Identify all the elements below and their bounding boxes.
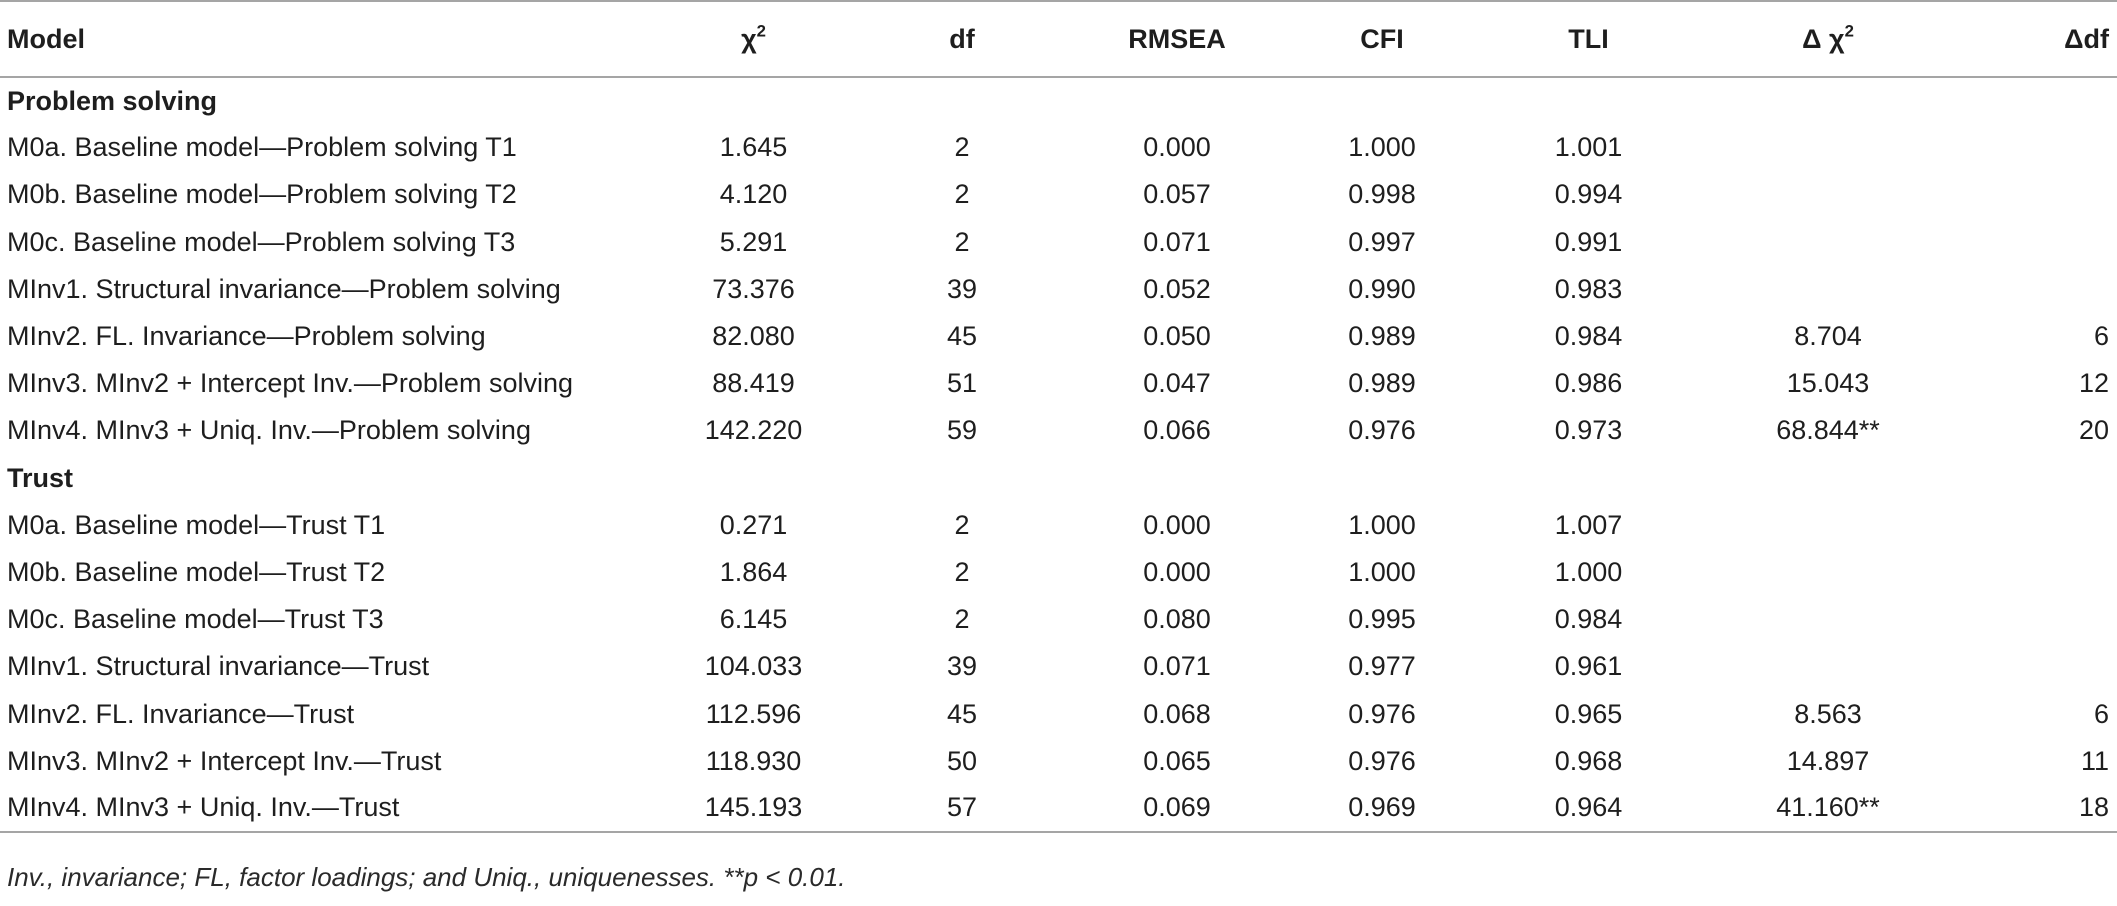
cell-tli: 0.968 xyxy=(1554,745,1623,776)
cell-model: MInv2. FL. Invariance—Trust xyxy=(7,698,355,729)
header-cfi: CFI xyxy=(1277,1,1487,77)
table-row xyxy=(0,360,2117,407)
cell-chi-square: 118.930 xyxy=(705,745,802,776)
cell-rmsea: 0.071 xyxy=(1143,226,1211,257)
cell-cfi: 1.000 xyxy=(1348,556,1416,587)
cell-cfi: 0.977 xyxy=(1348,651,1416,682)
cell-delta-chi-square xyxy=(1690,219,1966,266)
cell-df: 2 xyxy=(954,604,970,635)
cell-model: M0a. Baseline model—Trust T1 xyxy=(7,509,386,540)
cell-chi-square: 6.145 xyxy=(719,604,788,635)
cell-rmsea: 0.000 xyxy=(1143,132,1211,163)
cell-delta-df: 20 xyxy=(2078,415,2109,446)
cell-chi-square: 0.271 xyxy=(719,509,788,540)
header-tli: TLI xyxy=(1487,1,1690,77)
header-delta-df: Δdf xyxy=(1966,1,2117,77)
cell-chi-square: 112.596 xyxy=(705,698,802,729)
cell-df: 2 xyxy=(954,132,970,163)
cell-delta-df xyxy=(1966,171,2117,218)
table-row xyxy=(0,124,2117,171)
header-model: Model xyxy=(0,1,660,77)
cell-tli: 1.001 xyxy=(1554,132,1623,163)
cell-df: 2 xyxy=(954,509,970,540)
cell-rmsea: 0.047 xyxy=(1143,368,1211,399)
cell-model: MInv1. Structural invariance—Problem solving xyxy=(7,273,561,304)
cell-delta-chi-square: 68.844** xyxy=(1776,415,1880,446)
header-delta-chi-square xyxy=(1690,1,1966,77)
table-row xyxy=(0,502,2117,549)
cell-df: 45 xyxy=(946,698,978,729)
cell-cfi: 0.976 xyxy=(1348,698,1416,729)
cell-cfi: 0.998 xyxy=(1348,179,1416,210)
cell-delta-chi-square: 15.043 xyxy=(1786,368,1870,399)
cell-model: M0b. Baseline model—Problem solving T2 xyxy=(7,179,517,210)
cell-delta-chi-square xyxy=(1690,124,1966,171)
section-header-row xyxy=(0,77,2117,124)
cell-rmsea: 0.071 xyxy=(1143,651,1211,682)
cell-rmsea: 0.080 xyxy=(1143,604,1211,635)
cell-model: MInv1. Structural invariance—Trust xyxy=(7,651,430,682)
cell-rmsea: 0.068 xyxy=(1143,698,1211,729)
cell-delta-df xyxy=(1966,549,2117,596)
cell-rmsea: 0.050 xyxy=(1143,321,1211,352)
cell-df: 2 xyxy=(954,556,970,587)
cell-cfi: 0.989 xyxy=(1348,321,1416,352)
cell-tli: 0.973 xyxy=(1554,415,1623,446)
cell-df: 39 xyxy=(946,651,978,682)
cell-chi-square: 145.193 xyxy=(660,785,847,832)
cell-delta-df: 6 xyxy=(2093,698,2109,729)
cell-model: M0b. Baseline model—Trust T2 xyxy=(7,556,386,587)
cell-cfi: 1.000 xyxy=(1348,132,1416,163)
cell-delta-chi-square xyxy=(1690,502,1966,549)
cell-delta-df: 6 xyxy=(2093,321,2109,352)
cell-delta-df: 12 xyxy=(2078,368,2109,399)
cell-cfi: 0.969 xyxy=(1277,785,1487,832)
cell-delta-df xyxy=(1966,124,2117,171)
cell-delta-chi-square: 14.897 xyxy=(1786,745,1870,776)
table-row xyxy=(0,219,2117,266)
cell-delta-chi-square xyxy=(1690,266,1966,313)
cell-tli: 0.984 xyxy=(1554,604,1623,635)
cell-cfi: 0.990 xyxy=(1348,273,1416,304)
header-rmsea: RMSEA xyxy=(1077,1,1277,77)
table-footnote: Inv., invariance; FL, factor loadings; and Uniq., uniquenesses. **p < 0.01. xyxy=(7,862,846,892)
table-row xyxy=(0,785,2117,832)
cell-df: 2 xyxy=(954,226,970,257)
cell-model: M0c. Baseline model—Trust T3 xyxy=(7,604,384,635)
cell-df: 2 xyxy=(954,179,970,210)
cell-delta-df xyxy=(1966,502,2117,549)
cell-model: M0c. Baseline model—Problem solving T3 xyxy=(7,226,516,257)
cell-df: 59 xyxy=(946,415,978,446)
table-row xyxy=(0,313,2117,360)
cell-model: MInv2. FL. Invariance—Problem solving xyxy=(7,321,486,352)
cell-chi-square: 88.419 xyxy=(712,368,795,399)
header-row xyxy=(0,1,2117,77)
cell-chi-square: 5.291 xyxy=(719,226,788,257)
cell-cfi: 1.000 xyxy=(1348,509,1416,540)
cell-delta-chi-square xyxy=(1690,171,1966,218)
cell-rmsea: 0.052 xyxy=(1143,273,1211,304)
cell-tli: 0.986 xyxy=(1554,368,1623,399)
section-title: Problem solving xyxy=(7,85,218,116)
cell-cfi: 0.976 xyxy=(1348,745,1416,776)
cell-df: 51 xyxy=(946,368,978,399)
cell-rmsea: 0.066 xyxy=(1143,415,1211,446)
cell-tli: 0.961 xyxy=(1554,651,1623,682)
table-row xyxy=(0,171,2117,218)
cell-tli: 0.991 xyxy=(1554,226,1623,257)
cell-model: MInv4. MInv3 + Uniq. Inv.—Trust xyxy=(0,785,660,832)
cell-df: 57 xyxy=(847,785,1077,832)
header-chi-square-sup: 2 xyxy=(756,20,766,40)
table-row xyxy=(0,407,2117,454)
table-row xyxy=(0,690,2117,737)
cell-rmsea: 0.000 xyxy=(1143,556,1211,587)
table-row xyxy=(0,596,2117,643)
cell-rmsea: 0.069 xyxy=(1077,785,1277,832)
cell-delta-chi-square xyxy=(1690,596,1966,643)
header-delta-chi-square-sup: 2 xyxy=(1844,20,1854,40)
cell-chi-square: 104.033 xyxy=(704,651,803,682)
cell-tli: 0.965 xyxy=(1554,698,1623,729)
section-header-row xyxy=(0,455,2117,502)
cell-rmsea: 0.057 xyxy=(1143,179,1211,210)
cell-df: 50 xyxy=(946,745,978,776)
header-df: df xyxy=(847,1,1077,77)
cell-tli: 0.994 xyxy=(1554,179,1623,210)
table-body xyxy=(0,77,2117,832)
cell-cfi: 0.989 xyxy=(1348,368,1416,399)
cell-delta-df xyxy=(1966,266,2117,313)
header-chi-square xyxy=(660,1,847,77)
cell-delta-chi-square xyxy=(1690,643,1966,690)
cell-delta-df xyxy=(1966,643,2117,690)
header-chi-square-symbol: χ xyxy=(741,23,757,54)
section-title: Trust xyxy=(7,462,74,493)
cell-chi-square: 4.120 xyxy=(719,179,788,210)
cell-chi-square: 82.080 xyxy=(712,321,795,352)
cell-model: MInv3. MInv2 + Intercept Inv.—Problem solving xyxy=(7,368,573,399)
cell-tli: 0.964 xyxy=(1487,785,1690,832)
cell-rmsea: 0.000 xyxy=(1143,509,1211,540)
table-row xyxy=(0,266,2117,313)
cell-delta-df: 18 xyxy=(1966,785,2117,832)
cell-delta-df xyxy=(1966,596,2117,643)
cell-delta-chi-square: 41.160** xyxy=(1690,785,1966,832)
cell-cfi: 0.976 xyxy=(1348,415,1416,446)
cell-model: M0a. Baseline model—Problem solving T1 xyxy=(7,132,517,163)
cell-df: 45 xyxy=(946,321,978,352)
cell-delta-chi-square: 8.704 xyxy=(1794,321,1862,352)
table-row xyxy=(0,643,2117,690)
cell-chi-square: 73.376 xyxy=(712,273,795,304)
table-row xyxy=(0,738,2117,785)
cell-delta-chi-square xyxy=(1690,549,1966,596)
table-header xyxy=(0,1,2117,77)
cell-delta-df: 11 xyxy=(2080,745,2109,776)
table-row xyxy=(0,549,2117,596)
cell-df: 39 xyxy=(946,273,978,304)
cell-tli: 0.983 xyxy=(1554,273,1623,304)
cell-delta-chi-square: 8.563 xyxy=(1794,698,1862,729)
header-delta-chi-square-symbol: Δ χ xyxy=(1802,23,1845,54)
cell-model: MInv4. MInv3 + Uniq. Inv.—Problem solving xyxy=(7,415,531,446)
cell-tli: 0.984 xyxy=(1554,321,1623,352)
cell-chi-square: 1.645 xyxy=(719,132,788,163)
cell-rmsea: 0.065 xyxy=(1143,745,1211,776)
cell-delta-df xyxy=(1966,219,2117,266)
cell-chi-square: 1.864 xyxy=(719,556,788,587)
cell-model: MInv3. MInv2 + Intercept Inv.—Trust xyxy=(7,745,442,776)
cell-tli: 1.007 xyxy=(1554,509,1623,540)
cell-cfi: 0.995 xyxy=(1348,604,1416,635)
cell-cfi: 0.997 xyxy=(1348,226,1416,257)
cell-tli: 1.000 xyxy=(1554,556,1623,587)
cell-chi-square: 142.220 xyxy=(704,415,803,446)
